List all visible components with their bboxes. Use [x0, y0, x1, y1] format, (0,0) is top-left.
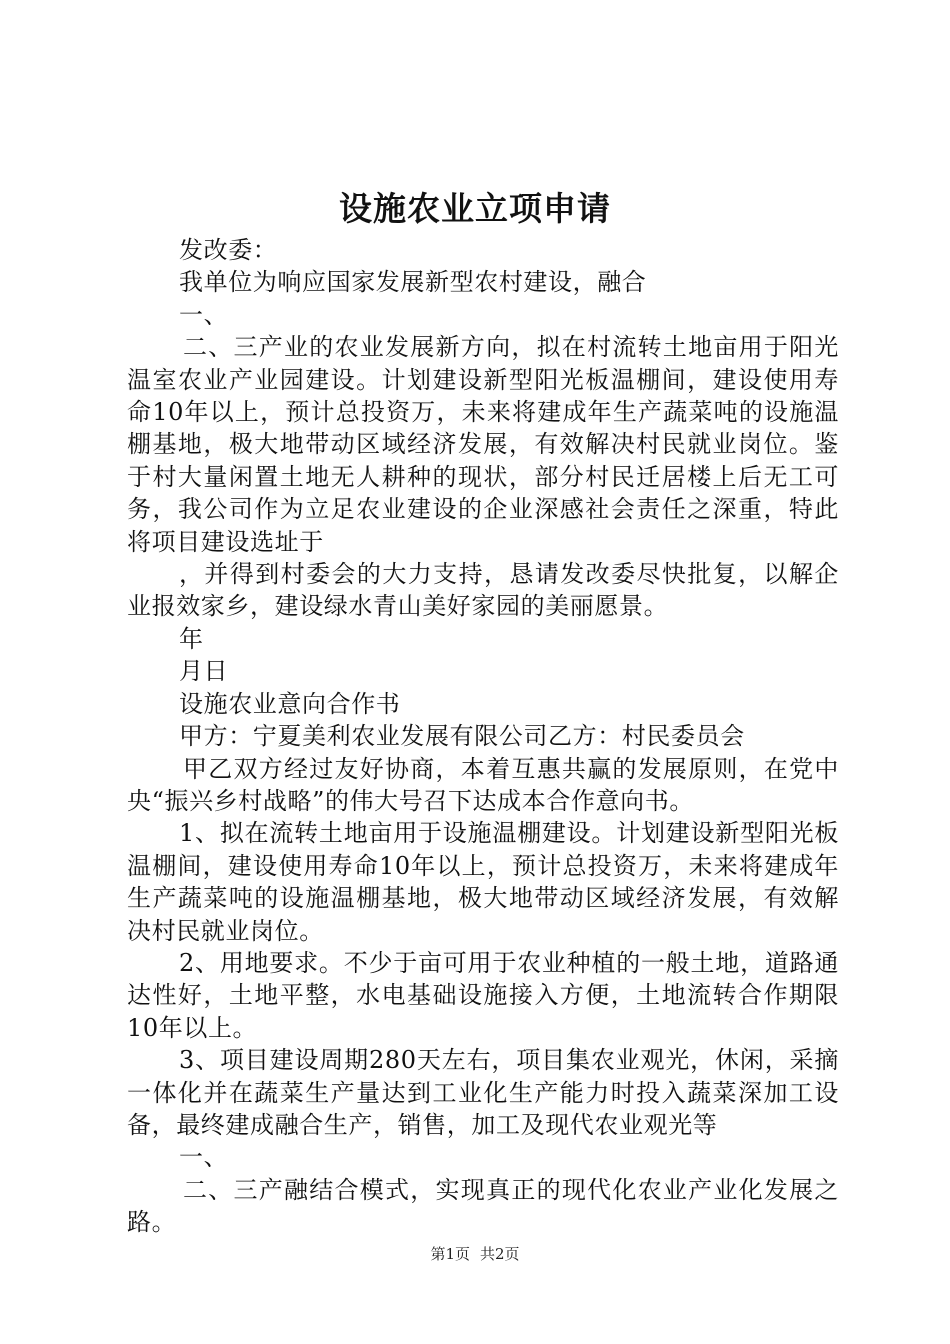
clause-2: 2、用地要求。不少于亩可用于农业种植的一般土地，道路通达性好，土地平整，水电基础设施接入方便，土地流转合作期限10年以上。 — [127, 948, 839, 1042]
page-number: 第1页 — [430, 1245, 470, 1263]
page-footer — [0, 1243, 950, 1265]
document-body — [127, 234, 839, 1239]
paragraph: 我单位为响应国家发展新型农村建设，融合 — [179, 268, 647, 297]
salutation: 发改委： — [179, 236, 278, 264]
paragraph: 甲乙双方经过友好协商，本着互惠共赢的发展原则，在党中央“振兴乡村战略”的伟大号召下达成本合作意向书。 — [127, 754, 839, 815]
subtitle: 设施农业意向合作书 — [179, 689, 401, 718]
parties: 甲方：宁夏美利农业发展有限公司乙方：村民委员会 — [179, 722, 745, 751]
date-month-day: 月日 — [179, 657, 229, 686]
paragraph: 二、三产融结合模式，实现真正的现代化农业产业化发展之路。 — [127, 1175, 839, 1237]
paragraph: 一、 — [179, 300, 229, 329]
paragraph: 二、三产业的农业发展新方向，拟在村流转土地亩用于阳光温室农业产业园建设。计划建设新型阳光板温棚间，建设使用寿命10年以上，预计总投资万，未来将建成年生产蔬菜吨的设施温棚基地，极大地带动区域经济发展，有效解决村民就业岗位。鉴于村大量闲置土地无人耕种的现状，部分村民迁居楼上后无工可务，我公司作为立足农业建设的企业深感社会责任之深重，特此将项目建设选址于 — [127, 333, 839, 556]
paragraph: ，并得到村委会的大力支持，恳请发改委尽快批复，以解企业报效家乡，建设绿水青山美好家园的美丽愿景。 — [127, 560, 839, 621]
page-total: 共2页 — [480, 1245, 520, 1263]
document-title: 设施农业立项申请 — [339, 189, 611, 228]
paragraph: 一、 — [179, 1143, 229, 1172]
clause-3: 3、项目建设周期280天左右，项目集农业观光，休闲，采摘一体化并在蔬菜生产量达到工业化生产能力时投入蔬菜深加工设备，最终建成融合生产，销售，加工及现代农业观光等 — [127, 1046, 839, 1139]
date-year: 年 — [179, 624, 204, 653]
clause-1: 1、拟在流转土地亩用于设施温棚建设。计划建设新型阳光板温棚间，建设使用寿命10年以上，预计总投资万，未来将建成年生产蔬菜吨的设施温棚基地，极大地带动区域经济发展，有效解决村民就业岗位。 — [127, 819, 839, 945]
